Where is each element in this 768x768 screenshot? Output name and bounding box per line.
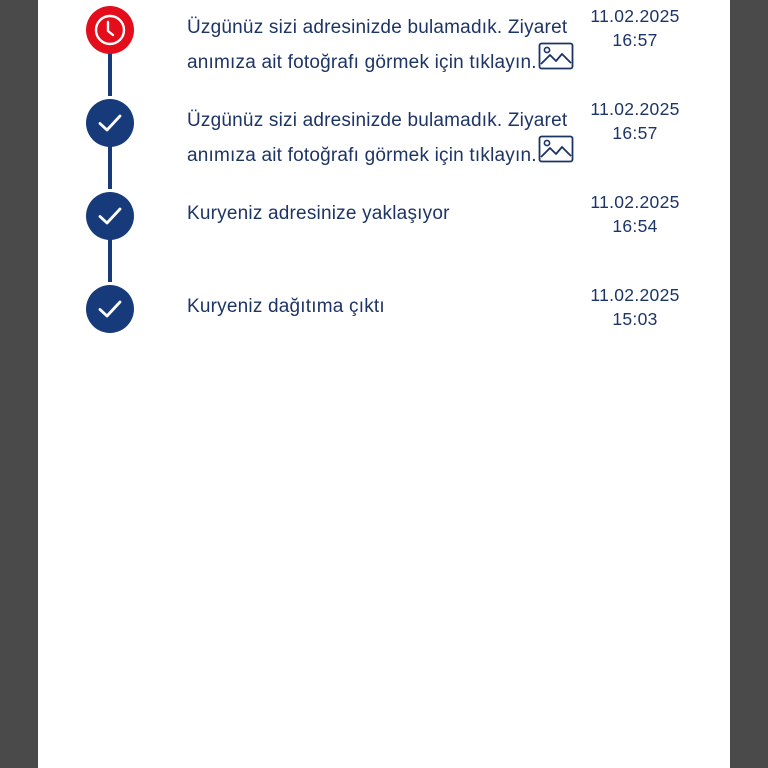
timeline-connector [108, 52, 112, 96]
tracking-history-panel [38, 0, 730, 768]
timeline-date: 11.02.2025 [590, 285, 680, 305]
timeline-time: 16:54 [612, 216, 658, 236]
timeline-time: 16:57 [612, 30, 658, 50]
clock-icon [92, 12, 128, 48]
photo-icon[interactable] [538, 42, 574, 79]
status-done-node [86, 285, 134, 333]
timeline-time: 16:57 [612, 123, 658, 143]
timeline-connector [108, 238, 112, 282]
timeline-item-text[interactable]: Üzgünüz sizi adresinizde bulamadık. Ziyaret anımıza ait fotoğrafı görmek için tıklayın. [187, 15, 582, 78]
timeline-item-text[interactable]: Üzgünüz sizi adresinizde bulamadık. Ziyaret anımıza ait fotoğrafı görmek için tıklayın. [187, 108, 582, 171]
timeline-time: 15:03 [612, 309, 658, 329]
status-done-node [86, 99, 134, 147]
timeline-date: 11.02.2025 [590, 99, 680, 119]
timeline-item-datetime [578, 97, 692, 145]
check-icon [95, 294, 125, 324]
timeline-connector [108, 145, 112, 189]
timeline-item-datetime [578, 283, 692, 331]
check-icon [95, 201, 125, 231]
timeline-item-text: Kuryeniz dağıtıma çıktı [187, 296, 385, 317]
status-done-node [86, 192, 134, 240]
timeline-item-datetime [578, 190, 692, 238]
status-pending-node [86, 6, 134, 54]
timeline-item-datetime [578, 4, 692, 52]
timeline-date: 11.02.2025 [590, 6, 680, 26]
check-icon [95, 108, 125, 138]
timeline-date: 11.02.2025 [590, 192, 680, 212]
timeline-item-text: Kuryeniz adresinize yaklaşıyor [187, 203, 450, 224]
photo-icon[interactable] [538, 135, 574, 172]
